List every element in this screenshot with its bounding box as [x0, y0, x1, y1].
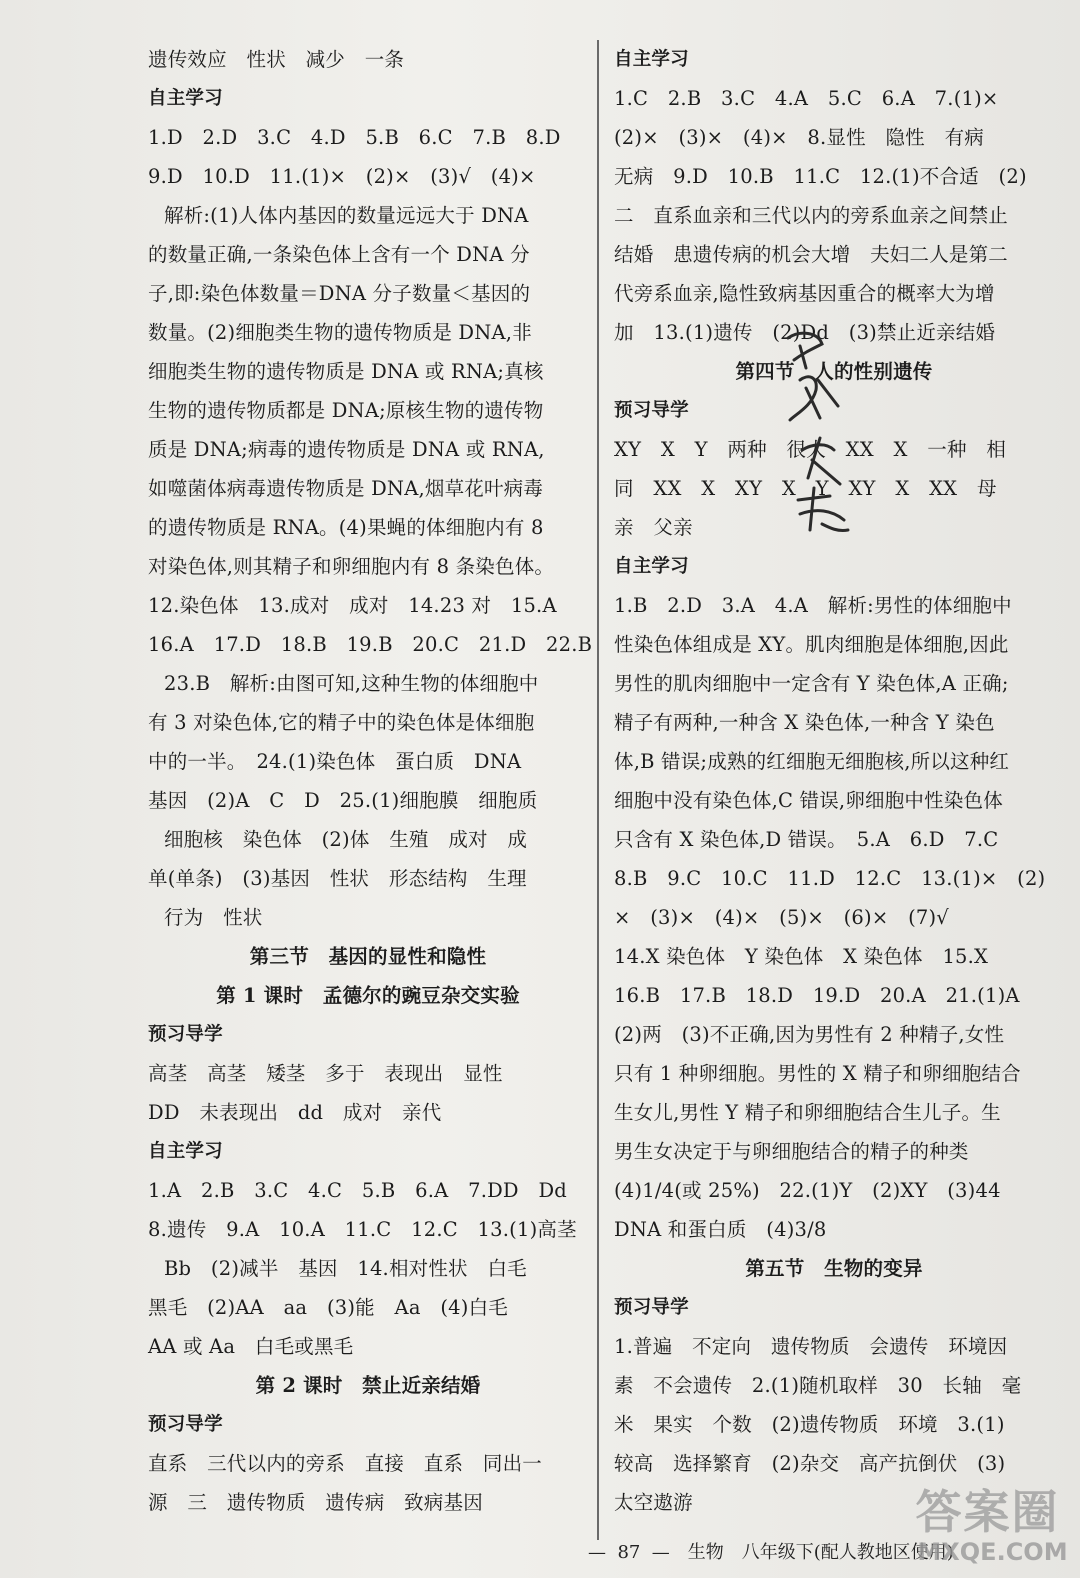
right-text-line: 加 13.(1)遗传 (2)Dd (3)禁止近亲结婚: [614, 321, 996, 344]
left-text-line: 细胞核 染色体 (2)体 生殖 成对 成: [164, 828, 528, 851]
right-text-line: 米 果实 个数 (2)遗传物质 环境 3.(1): [614, 1413, 1005, 1436]
right-text-line: 二 直系血亲和三代以内的旁系血亲之间禁止: [614, 204, 1009, 227]
column-divider: [597, 40, 599, 1540]
site-watermark-logo: [900, 1470, 1075, 1575]
left-text-line: 直系 三代以内的旁系 直接 直系 同出一: [148, 1452, 543, 1475]
right-text-line: 男生女决定于与卵细胞结合的精子的种类: [614, 1140, 969, 1163]
right-text-line: DNA 和蛋白质 (4)3/8: [614, 1218, 827, 1241]
left-text-line: DD 未表现出 dd 成对 亲代: [148, 1101, 442, 1124]
left-text-line: 的数量正确,一条染色体上含有一个 DNA 分: [148, 243, 530, 266]
right-text-line: 1.B 2.D 3.A 4.A 解析:男性的体细胞中: [614, 594, 1012, 617]
left-text-line: 有 3 对染色体,它的精子中的染色体是体细胞: [148, 711, 535, 734]
left-text-line: 9.D 10.D 11.(1)× (2)× (3)√ (4)×: [148, 165, 536, 188]
right-text-line: 8.B 9.C 10.C 11.D 12.C 13.(1)× (2): [614, 867, 1046, 890]
watermark-text: 答案圈: [915, 1485, 1060, 1539]
right-text-line: 太空遨游: [614, 1491, 693, 1514]
left-text-line: 12.染色体 13.成对 成对 14.23 对 15.A: [148, 594, 557, 617]
right-text-line: 1.C 2.B 3.C 4.A 5.C 6.A 7.(1)×: [614, 87, 999, 110]
left-text-line: 自主学习: [148, 88, 223, 109]
right-text-line: 素 不会遗传 2.(1)随机取样 30 长轴 毫: [614, 1374, 1022, 1397]
page-footer: — 87 — 生物 八年级下(配人教地区使用): [588, 1542, 954, 1563]
right-text-line: 自主学习: [614, 556, 689, 577]
left-text-line: 8.遗传 9.A 10.A 11.C 12.C 13.(1)高茎: [148, 1218, 577, 1241]
left-text-line: 如噬菌体病毒遗传物质是 DNA,烟草花叶病毒: [148, 477, 544, 500]
left-text-line: 行为 性状: [164, 906, 263, 929]
right-text-line: 男性的肌肉细胞中一定含有 Y 染色体,A 正确;: [614, 672, 1009, 695]
left-text-line: 自主学习: [148, 1141, 223, 1162]
right-text-line: (4)1/4(或 25%) 22.(1)Y (2)XY (3)44: [614, 1179, 1001, 1202]
left-text-line: 第三节 基因的显性和隐性: [249, 945, 487, 968]
left-text-line: 数量。(2)细胞类生物的遗传物质是 DNA,非: [148, 321, 532, 344]
left-text-line: 的遗传物质是 RNA。(4)果蝇的体细胞内有 8: [148, 516, 544, 539]
right-text-line: (2)两 (3)不正确,因为男性有 2 种精子,女性: [614, 1023, 1005, 1046]
right-text-line: 第四节 人的性别遗传: [735, 360, 933, 383]
right-text-line: 16.B 17.B 18.D 19.D 20.A 21.(1)A: [614, 984, 1020, 1007]
right-text-line: 14.X 染色体 Y 染色体 X 染色体 15.X: [614, 945, 989, 968]
right-text-line: 精子有两种,一种含 X 染色体,一种含 Y 染色: [614, 711, 995, 734]
left-text-line: 16.A 17.D 18.B 19.B 20.C 21.D 22.B: [148, 633, 593, 656]
left-text-line: 中的一半。 24.(1)染色体 蛋白质 DNA: [148, 750, 522, 773]
right-text-line: × (3)× (4)× (5)× (6)× (7)√: [614, 906, 949, 929]
left-text-line: 质是 DNA;病毒的遗传物质是 DNA 或 RNA,: [148, 438, 545, 461]
right-text-line: 第五节 生物的变异: [745, 1257, 923, 1280]
right-text-line: 较高 选择繁育 (2)杂交 高产抗倒伏 (3): [614, 1452, 1006, 1475]
right-text-line: 同 XX X XY X Y XY X XX 母: [614, 477, 997, 500]
right-text-line: 代旁系血亲,隐性致病基因重合的概率大为增: [614, 282, 995, 305]
right-text-line: 只有 1 种卵细胞。男性的 X 精子和卵细胞结合: [614, 1062, 1021, 1085]
right-text-line: 体,B 错误;成熟的红细胞无细胞核,所以这种红: [614, 750, 1010, 773]
left-text-line: 23.B 解析:由图可知,这种生物的体细胞中: [164, 672, 539, 695]
left-column: [148, 40, 593, 1522]
right-text-line: 性染色体组成是 XY。肌肉细胞是体细胞,因此: [614, 633, 1009, 656]
right-text-line: XY X Y 两种 很大 XX X 一种 相: [614, 438, 1007, 461]
left-text-line: 细胞类生物的遗传物质是 DNA 或 RNA;真核: [148, 360, 544, 383]
right-text-line: 自主学习: [614, 49, 689, 70]
right-text-line: 无病 9.D 10.B 11.C 12.(1)不合适 (2): [614, 165, 1027, 188]
right-text-line: 细胞中没有染色体,C 错误,卵细胞中性染色体: [614, 789, 1003, 812]
left-text-line: 单(单条) (3)基因 性状 形态结构 生理: [148, 867, 527, 890]
right-text-line: 结婚 患遗传病的机会大增 夫妇二人是第二: [614, 243, 1009, 266]
watermark-url: MXQE.COM: [917, 1538, 1068, 1566]
left-text-line: Bb (2)减半 基因 14.相对性状 白毛: [164, 1257, 527, 1280]
right-text-line: 亲 父亲: [614, 516, 693, 539]
right-text-line: (2)× (3)× (4)× 8.显性 隐性 有病: [614, 126, 984, 149]
left-text-line: 1.A 2.B 3.C 4.C 5.B 6.A 7.DD Dd: [148, 1179, 567, 1202]
left-text-line: 黑毛 (2)AA aa (3)能 Aa (4)白毛: [148, 1296, 508, 1319]
left-text-line: 1.D 2.D 3.C 4.D 5.B 6.C 7.B 8.D: [148, 126, 561, 149]
left-text-line: 预习导学: [148, 1024, 223, 1045]
left-text-line: AA 或 Aa 白毛或黑毛: [148, 1335, 354, 1358]
left-text-line: 对染色体,则其精子和卵细胞内有 8 条染色体。: [148, 555, 555, 578]
left-text-line: 第 2 课时 禁止近亲结婚: [255, 1374, 481, 1397]
left-text-line: 解析:(1)人体内基因的数量远远大于 DNA: [164, 204, 529, 227]
left-text-line: 预习导学: [148, 1414, 223, 1435]
left-text-line: 高茎 高茎 矮茎 多于 表现出 显性: [148, 1062, 503, 1085]
right-text-line: 生女儿,男性 Y 精子和卵细胞结合生儿子。生: [614, 1101, 1001, 1124]
right-text-line: 预习导学: [614, 400, 689, 421]
left-text-line: 遗传效应 性状 减少 一条: [148, 48, 405, 71]
left-text-line: 子,即:染色体数量＝DNA 分子数量＜基因的: [148, 282, 531, 305]
left-text-line: 生物的遗传物质都是 DNA;原核生物的遗传物: [148, 399, 544, 422]
left-text-line: 源 三 遗传物质 遗传病 致病基因: [148, 1491, 483, 1514]
right-column: [614, 40, 1054, 1522]
right-text-line: 预习导学: [614, 1297, 689, 1318]
left-text-line: 基因 (2)A C D 25.(1)细胞膜 细胞质: [148, 789, 538, 812]
right-text-line: 只含有 X 染色体,D 错误。 5.A 6.D 7.C: [614, 828, 999, 851]
right-text-line: 1.普遍 不定向 遗传物质 会遗传 环境因: [614, 1335, 1008, 1358]
left-text-line: 第 1 课时 孟德尔的豌豆杂交实验: [216, 984, 520, 1007]
